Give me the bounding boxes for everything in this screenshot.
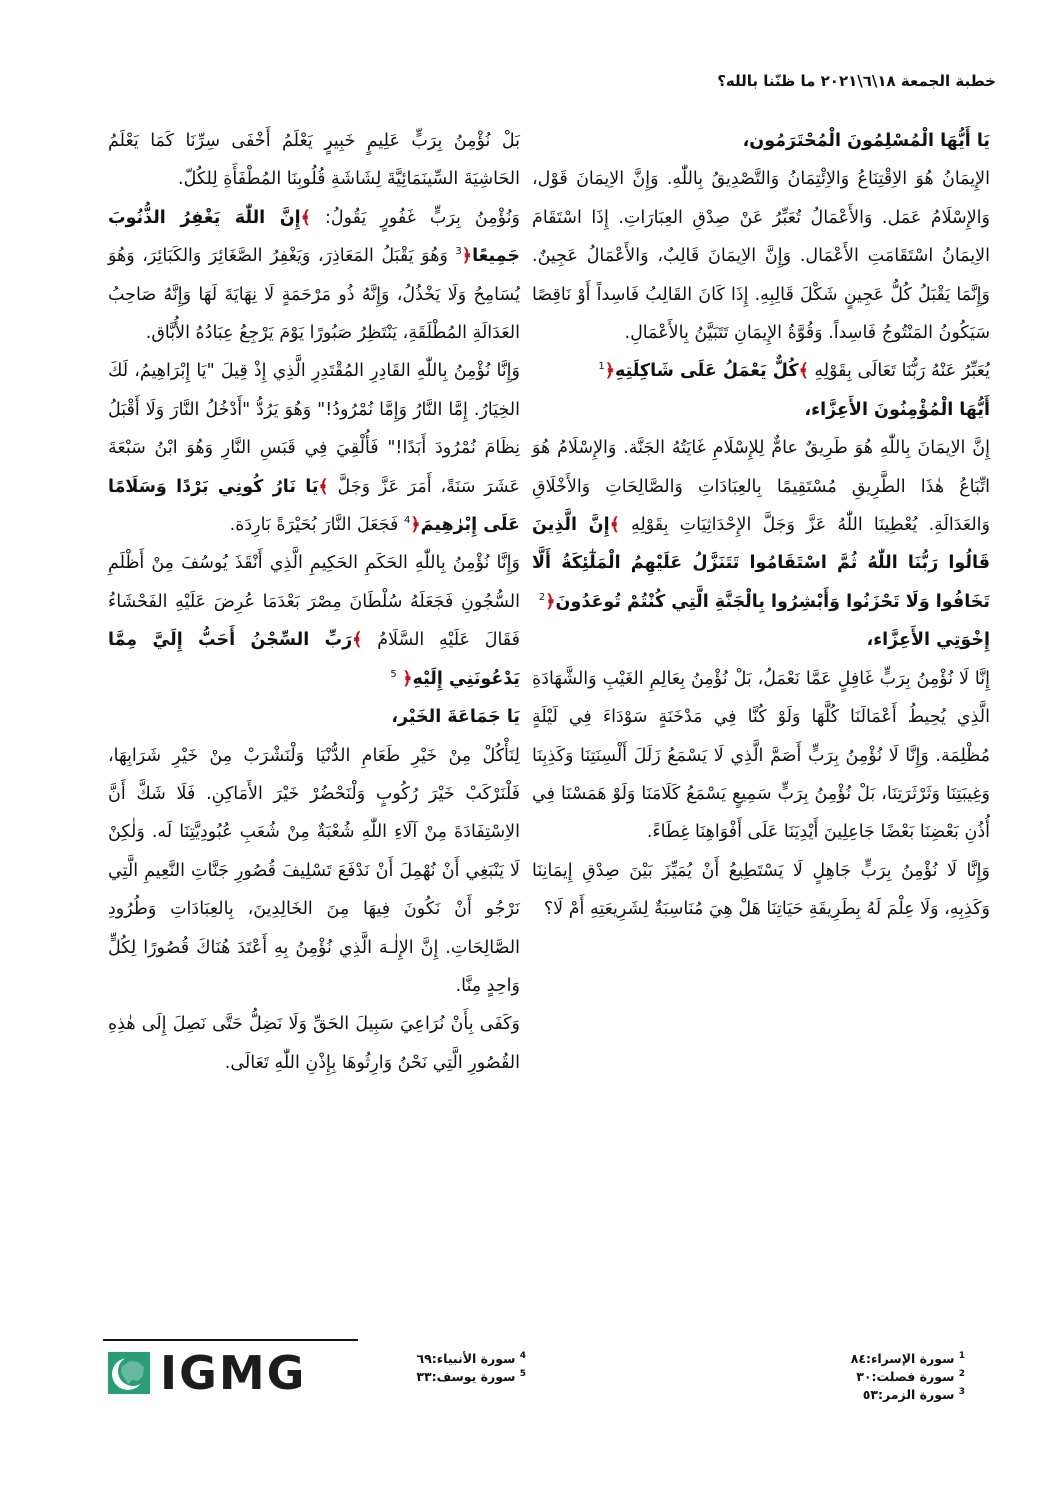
footnote-ref: 3: [455, 246, 462, 258]
greeting-brothers: إِخْوَتِي الأَعِزَّاء،: [866, 630, 990, 651]
paragraph: لِنَأْكُلْ مِنْ خَيْرِ طَعَامِ الدُّنْيَا وَلْنَشْرَبْ مِنْ خَيْرِ شَرَابِهَا، فَلْنَرْكَبْ خَيْرَ رُكُوبٍ وَلْنَحْضُرْ خَيْرَ الأَمَاكِنِ. فَلَا شَكَّ أَنَّ الاِسْتِفَادَةَ مِنْ آلَاءِ اللّٰهِ شُعْبَةٌ مِنْ شُعَبِ عُبُودِيَّتِنَا لَه. وَلٰكِنْ لَا يَنْبَغِي أَنْ نُهْمِلَ أَنْ نَدْفَعَ تَسْلِيفَ قُصُورِ جَنَّاتِ النَّعِيمِ الَّتِي نَرْجُو أَنْ نَكُونَ فِيهَا مِنَ الخَالِدِينَ، بِالعِبَادَاتِ وَطُرُودِ الصَّالِحَاتِ. إِنَّ الإِلٰـهَ الَّذِي نُؤْمِنُ بِهِ أَعْتَدَ هُنَاكَ قُصُورًا لِكُلٍّ وَاحِدٍ مِنَّا.: [108, 745, 520, 996]
footnote-3: $^3$ سورة الزمر:٥٣: [862, 1386, 965, 1402]
logo-text: IGMG: [160, 1346, 307, 1400]
quran-verse: كُلٌّ يَعْمَلُ عَلَى شَاكِلَتِهِ: [615, 361, 799, 382]
greeting-community: يَا جَمَاعَةَ الخَيْر،: [391, 707, 520, 728]
left-column: [108, 122, 520, 1082]
verse-bracket-close: ﴿: [410, 515, 421, 536]
paragraph-with-verse: يُعَبِّرُ عَنْهُ رَبُّنَا تَعَالَى بِقَوْلِهِ ﴾كُلٌّ يَعْمَلُ عَلَى شَاكِلَتِهِ﴿$^1$: [598, 361, 990, 382]
verse-bracket-open: ﴾: [318, 476, 329, 497]
paragraph-with-verse: وَنُؤْمِنُ بِرَبٍّ غَفُورٍ يَقُولُ: ﴾إِنَّ اللّٰهَ يَغْفِرُ الذُّنُوبَ جَمِيعًا﴿$^3$ وَهُوَ يَقْبَلُ المَعَاذِرَ، وَيَغْفِرُ الصَّغَائِرَ وَالكَبَائِرَ، وَهُوَ يُسَامِحُ وَلَا يَخْذُلُ، وَإِنَّهُ ذُو مَرْحَمَةٍ لَا نِهَايَةَ لَهَا وَإِنَّهُ صَاحِبُ العَدَالَةِ المُطْلَقَةِ، يَنْتَظِرُ صَبُورًا يَوْمَ يَرْجِعُ عِبَادُهُ الأُبَّاق.: [108, 207, 520, 344]
paragraph: الإِيمَانُ هُوَ الاِقْتِنَاعُ وَالاِئْتِمَانُ وَالتَّصْدِيقُ بِاللّٰهِ. وَإِنَّ الاِيمَانَ قَوْل، وَالإِسْلَامُ عَمَل. وَالأَعْمَالُ تُعَبِّرُ عَنْ صِدْقِ العِبَارَاتِ. إِذَا اسْتَقَامَ الاِيمَانُ اسْتَقَامَتِ الأَعْمَال. وَإِنَّ الاِيمَانَ قَالِبٌ، وَالأَعْمَالُ عَجِينٌ. وَإِنَّمَا يَقْبَلُ كُلُّ عَجِينٍ شَكْلَ قَالِبِهِ. إِذَا كَانَ القَالِبُ فَاسِداً أَوْ نَاقِصًا سَيَكُونُ المَنْتُوجُ فَاسِداً. وَقُوَّةُ الإِيمَانِ تَتَبَيَّنُ بِالأَعْمَالِ.: [532, 169, 990, 344]
paragraph-with-verse: وَإِنَّا نُؤْمِنُ بِاللّٰهِ القَادِرِ المُقْتَدِرِ الَّذِي إِذْ قِيلَ "يَا إِبْرَاهِيمُ، لَكَ الخِيَارُ. إِمَّا النَّارُ وَإِمَّا نُمْرُودُ!" وَهُوَ يَرُدُّ "أَدْخُلُ النَّارَ وَلَا أَقْبَلُ نِظَامَ نُمْرُودَ أَبَدًا!" فَأُلْقِيَ فِي قَبَسِ النَّارِ وَهُوَ ابْنُ سَبْعَةَ عَشَرَ سَنَةً، أَمَرَ عَزَّ وَجَلَّ ﴾يَا نَارُ كُونِي بَرْدًا وَسَلَامًا عَلَى إِبْرٰهِيمَ﴿$^4$ فَجَعَلَ النَّارَ بُحَيْرَةً بَارِدَة.: [108, 361, 520, 536]
verse-bracket-open: ﴾: [798, 361, 809, 382]
igmg-logo: [108, 1346, 307, 1400]
footnote-2: $^2$ سورة فصلت:٣٠: [856, 1368, 965, 1384]
quran-verse: يَا نَارُ كُونِي بَرْدًا وَسَلَامًا عَلَى إِبْرٰهِيمَ: [108, 476, 520, 536]
page-header: [396, 72, 996, 90]
paragraph-with-verse: إِنَّ الاِيمَانَ بِاللّٰهِ هُوَ طَرِيقٌ عامٌّ لِلإِسْلَامِ غَايَتُهُ الجَنَّة. وَالإِسْلَامُ هُوَ اتِّبَاعُ هٰذَا الطَّرِيقِ مُسْتَقِيمًا بِالعِبَادَاتِ وَالصَّالِحَاتِ وَالأَخْلَاقِ وَالعَدَالَةِ. يُعْطِينَا اللّٰهُ عَزَّ وَجَلَّ الإِحْدَاثِيَاتِ بِقَوْلِهِ ﴾إِنَّ الَّذِينَ قَالُوا رَبُّنَا اللّٰهُ ثُمَّ اسْتَقَامُوا تَتَنَزَّلُ عَلَيْهِمُ الْمَلٰٓئِكَةُ أَلَّا تَخَافُوا وَلَا تَحْزَنُوا وَأَبْشِرُوا بِالْجَنَّةِ الَّتِي كُنْتُمْ تُوعَدُونَ﴿$^2$: [532, 438, 990, 612]
quran-verse: إِنَّ اللّٰهَ يَغْفِرُ الذُّنُوبَ جَمِيعًا: [108, 207, 520, 267]
verse-bracket-close: ﴿: [604, 361, 616, 382]
paragraph: وَإِنَّا لَا نُؤْمِنُ بِرَبٍّ جَاهِلٍ لَا يَسْتَطِيعُ أَنْ يُمَيِّزَ بَيْنَ صِدْقِ إِيمَانِنَا وَكَذِبِهِ، وَلَا عِلْمَ لَهُ بِطَرِيقَةِ حَيَاتِنَا هَلْ هِيَ مُنَاسِبَةٌ لِشَرِيعَتِهِ أَمْ لَا؟: [532, 860, 990, 920]
paragraph-with-verse: وَإِنَّا نُؤْمِنُ بِاللّٰهِ الحَكَمِ الحَكِيمِ الَّذِي أَنْقَذَ يُوسُفَ مِنْ أَظْلَمِ السُّجُونِ فَجَعَلَهُ سُلْطَانَ مِصْرَ بَعْدَمَا عُرِضَ عَلَيْهِ الفَحْشَاءُ فَقَالَ عَلَيْهِ السَّلَامُ ﴾رَبِّ السِّجْنُ أَحَبُّ إِلَيَّ مِمَّا يَدْعُونَنِي إِلَيْهِ﴿ $^5$: [108, 553, 520, 689]
paragraph: وَكَفَى بِأَنْ نُرَاعِيَ سَبِيلَ الحَقِّ وَلَا نَضِلُّ حَتَّى نَصِلَ إِلَى هٰذِهِ القُصُورِ الَّتِي نَحْنُ وَارِثُوهَا بِإِذْنِ اللّٰهِ تَعَالَى.: [108, 1014, 520, 1073]
footnote-ref: 2: [538, 592, 546, 604]
verse-bracket-open: ﴾: [352, 630, 363, 651]
footnote-ref: 4: [404, 515, 411, 527]
right-column: [532, 122, 990, 929]
crescent-globe-icon: [108, 1352, 150, 1394]
paragraph: بَلْ نُؤْمِنُ بِرَبٍّ عَلِيمٍ خَبِيرٍ يَعْلَمُ أَخْفَى سِرِّنَا كَمَا يَعْلَمُ الحَاشِيَةَ السِّينَمَائِيَّةَ لِشَاشَةِ قُلُوبِنَا المُطْفَأَةِ لِلكُلّ.: [108, 131, 520, 190]
footnote-divider: [103, 1339, 358, 1341]
sermon-title: خطبة الجمعة ١٨\٦\٢٠٢١ ما ظنّنا بالله؟: [717, 72, 996, 90]
verse-bracket-close: ﴿: [545, 591, 556, 612]
greeting-believers: أَيُّهَا الْمُؤْمِنُونَ الأَعِزَّاء،: [804, 399, 990, 420]
paragraph: إِنَّا لَا نُؤْمِنُ بِرَبٍّ غَافِلٍ عَمَّا نَعْمَلُ، بَلْ نُؤْمِنُ بِعَالِمِ الغَيْبِ وَالشَّهَادَةِ الَّذِي يُحِيطُ أَعْمَالَنَا كُلَّهَا وَلَوْ كُنَّا فِي مَدْخَنَةٍ سَوْدَاءَ فِي لَيْلَةٍ مُظْلِمَة. وَإِنَّا لَا نُؤْمِنُ بِرَبٍّ أَصَمَّ الَّذِي لَا يَسْمَعُ زَلَلَ أَلْسِنَتِنَا وَكَذِبِنَا وَغِيبَتِنَا وَثَرْثَرَتِنَا، بَلْ نُؤْمِنُ بِرَبٍّ سَمِيعٍ يَسْمَعُ كَلَامَنَا وَلَوْ هَمَسْنَا فِي أُذُنِ بَعْضِنَا بَعْضًا جَاعِلِينَ أَيْدِيَنَا عَلَى أَفْوَاهِنَا غِطَاءً.: [532, 668, 990, 843]
verse-bracket-open: ﴾: [609, 515, 620, 536]
footnote-ref: 1: [598, 361, 605, 373]
verse-bracket-open: ﴾: [300, 207, 311, 228]
footnote-4: $^4$ سورة الأنبياء:٦٩: [416, 1350, 526, 1366]
footnote-1: $^1$ سورة الإسراء:٨٤: [850, 1350, 965, 1366]
quran-verse: رَبِّ السِّجْنُ أَحَبُّ إِلَيَّ مِمَّا يَدْعُونَنِي إِلَيْهِ: [108, 630, 520, 689]
verse-bracket-close: ﴿: [461, 246, 473, 267]
greeting-muslims: يَا أَيُّهَا الْمُسْلِمُونَ الْمُحْتَرَمُون،: [742, 131, 990, 151]
verse-bracket-close: ﴿: [402, 668, 413, 689]
quran-verse: إِنَّ الَّذِينَ قَالُوا رَبُّنَا اللّٰهُ ثُمَّ اسْتَقَامُوا تَتَنَزَّلُ عَلَيْهِمُ الْمَلٰٓئِكَةُ أَلَّا تَخَافُوا وَلَا تَحْزَنُوا وَأَبْشِرُوا بِالْجَنَّةِ الَّتِي كُنْتُمْ تُوعَدُونَ: [532, 515, 990, 612]
footnote-ref: 5: [390, 668, 397, 680]
footnote-5: $^5$ سورة يوسف:٣٣: [416, 1368, 526, 1384]
footnotes-right: [745, 1350, 965, 1404]
footnotes-left: [326, 1350, 526, 1386]
